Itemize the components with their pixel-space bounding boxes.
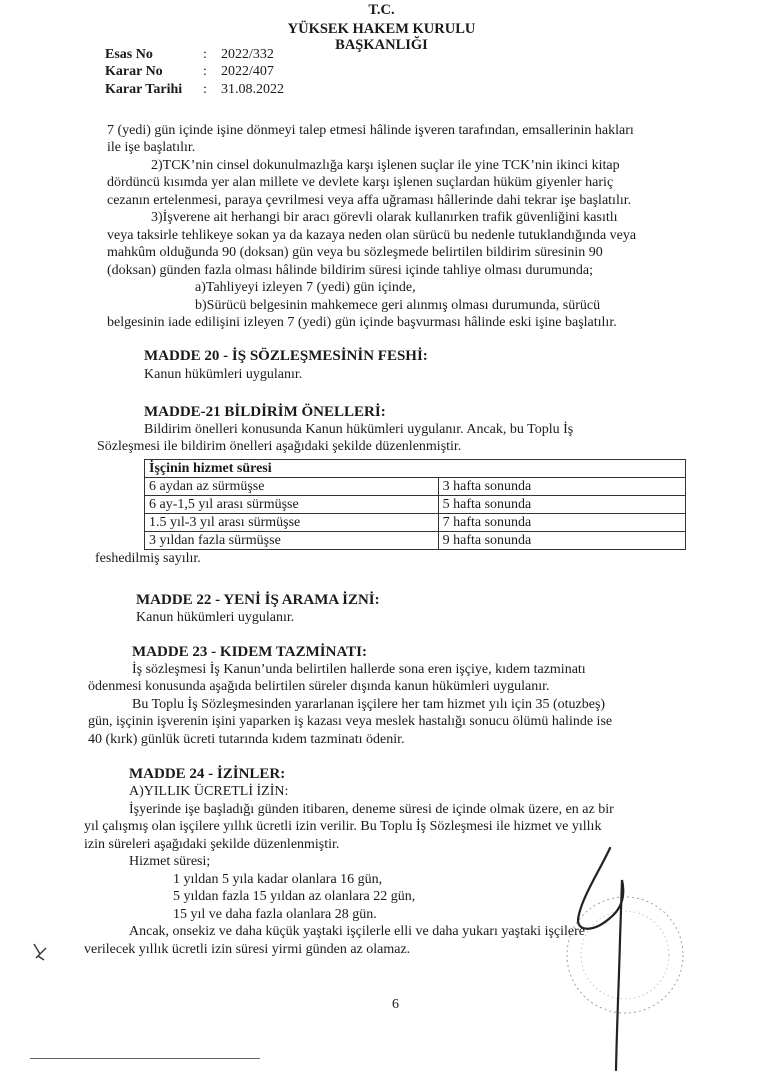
table-cell-notice: 3 hafta sonunda (438, 478, 685, 496)
body-line: belgesinin iade edilişini izleyen 7 (yedi) gün içinde başvurması hâlinde eski işine başlatılır. (107, 315, 617, 330)
list-item: 15 yıl ve daha fazla olanlara 28 gün. (173, 907, 377, 922)
table-row (145, 496, 686, 514)
meta-value-karar: 2022/407 (221, 64, 274, 79)
section-text: yıl çalışmış olan işçilere yıllık ücretli izin verilir. Bu Toplu İş Sözleşmesi ile hizmet ve yıllık (84, 819, 602, 834)
section-text: Kanun hükümleri uygulanır. (136, 610, 295, 625)
header-line-1: T.C. (368, 2, 395, 18)
body-line: b)Sürücü belgesinin mahkemece geri alınmış olması durumunda, sürücü (195, 298, 601, 313)
section-title-madde-21: MADDE-21 BİLDİRİM ÖNELLERİ: (144, 404, 386, 420)
section-text: verilecek yıllık ücretli izin süresi yirmi günden az olamaz. (84, 942, 411, 957)
meta-label-karar-tarihi: Karar Tarihi (105, 82, 183, 97)
section-title-madde-22: MADDE 22 - YENİ İŞ ARAMA İZNİ: (136, 592, 380, 608)
initial-mark (30, 940, 50, 964)
section-text: Kanun hükümleri uygulanır. (144, 367, 303, 382)
body-line: 2)TCK’nin cinsel dokunulmazlığa karşı işlenen suçlar ile yine TCK’nin ikinci kitap (151, 158, 620, 173)
signature-mark (570, 840, 650, 1080)
body-line: cezanın ertelenmesi, paraya çevrilmesi veya affa uğraması hâllerinde dahi tekrar işe başlatılır. (107, 193, 632, 208)
footer-rule (30, 1058, 260, 1059)
section-text: Ancak, onsekiz ve daha küçük yaştaki işçilerle elli ve daha yukarı yaştaki işçilere (129, 924, 585, 939)
section-text: izin süreleri aşağıdaki şekilde düzenlenmiştir. (84, 837, 340, 852)
section-text: 40 (kırk) günlük ücreti tutarında kıdem tazminatı ödenir. (88, 732, 405, 747)
meta-sep: : (203, 64, 207, 79)
body-line: veya taksirle tehlikeye sokan ya da kazaya neden olan sürücü bu nedenle tutuklandığında veya (107, 228, 637, 243)
table-cell-period: 1.5 yıl-3 yıl arası sürmüşse (145, 514, 439, 532)
body-line: a)Tahliyeyi izleyen 7 (yedi) gün içinde, (195, 280, 416, 295)
meta-label-karar: Karar No (105, 64, 163, 79)
header-line-2: YÜKSEK HAKEM KURULU (287, 21, 476, 37)
meta-sep: : (203, 82, 207, 97)
table-row (145, 514, 686, 532)
notice-period-table (144, 459, 686, 550)
table-cell-notice: 9 hafta sonunda (438, 532, 685, 550)
section-text: Bu Toplu İş Sözleşmesinden yararlanan işçilere her tam hizmet yılı için 35 (otuzbeş) (132, 697, 606, 712)
table-cell-period: 6 ay-1,5 yıl arası sürmüşse (145, 496, 439, 514)
table-cell-notice: 5 hafta sonunda (438, 496, 685, 514)
table-cell-notice: 7 hafta sonunda (438, 514, 685, 532)
table-header-cell: İşçinin hizmet süresi (145, 460, 686, 478)
table-cell-period: 3 yıldan fazla sürmüşse (145, 532, 439, 550)
table-row (145, 478, 686, 496)
meta-value-esas: 2022/332 (221, 47, 274, 62)
section-subtitle: A)YILLIK ÜCRETLİ İZİN: (129, 784, 289, 799)
section-text: Hizmet süresi; (129, 854, 211, 869)
section-text: İşyerinde işe başladığı günden itibaren, deneme süresi de içinde olmak üzere, en az bir (129, 802, 614, 817)
meta-sep: : (203, 47, 207, 62)
list-item: 1 yıldan 5 yıla kadar olanlara 16 gün, (173, 872, 383, 887)
table-row (145, 532, 686, 550)
section-text: Sözleşmesi ile bildirim önelleri aşağıdaki şekilde düzenlenmiştir. (97, 439, 462, 454)
page-number: 6 (392, 997, 399, 1012)
section-title-madde-23: MADDE 23 - KIDEM TAZMİNATI: (132, 644, 367, 660)
section-text: Bildirim önelleri konusunda Kanun hükümleri uygulanır. Ancak, bu Toplu İş (144, 422, 574, 437)
section-title-madde-20: MADDE 20 - İŞ SÖZLEŞMESİNİN FESHİ: (144, 348, 428, 364)
table-cell-period: 6 aydan az sürmüşse (145, 478, 439, 496)
body-line: ile işe başlatılır. (107, 140, 196, 155)
meta-value-karar-tarihi: 31.08.2022 (221, 82, 284, 97)
meta-label-esas: Esas No (105, 47, 153, 62)
header-line-3: BAŞKANLIĞI (335, 37, 428, 53)
body-line: 7 (yedi) gün içinde işine dönmeyi talep etmesi hâlinde işveren tarafından, emsallerinin hakları (107, 123, 634, 138)
section-text: ödenmesi konusunda aşağıda belirtilen süreler dışında kanun hükümleri uygulanır. (88, 679, 550, 694)
section-text: gün, işçinin işverenin işini yaparken iş kazası veya meslek hastalığı sonucu ölümü halinde ise (88, 714, 613, 729)
section-title-madde-24: MADDE 24 - İZİNLER: (129, 766, 286, 782)
body-line: dördüncü kısımda yer alan millete ve devlete karşı işlenen suçlardan hüküm giyenler hariç (107, 175, 614, 190)
section-text: feshedilmiş sayılır. (95, 551, 201, 566)
table-header-row (145, 460, 686, 478)
body-line: (doksan) günden fazla olması hâlinde bildirim süresi içinde tahliye olması durumunda; (107, 263, 593, 278)
body-line: mahkûm olduğunda 90 (doksan) gün veya bu sözleşmede belirtilen bildirim süresinin 90 (107, 245, 603, 260)
section-text: İş sözleşmesi İş Kanun’unda belirtilen hallerde sona eren işçiye, kıdem tazminatı (132, 662, 586, 677)
body-line: 3)İşverene ait herhangi bir aracı görevli olarak kullanırken trafik güvenliğini kasıtlı (151, 210, 618, 225)
list-item: 5 yıldan fazla 15 yıldan az olanlara 22 gün, (173, 889, 416, 904)
